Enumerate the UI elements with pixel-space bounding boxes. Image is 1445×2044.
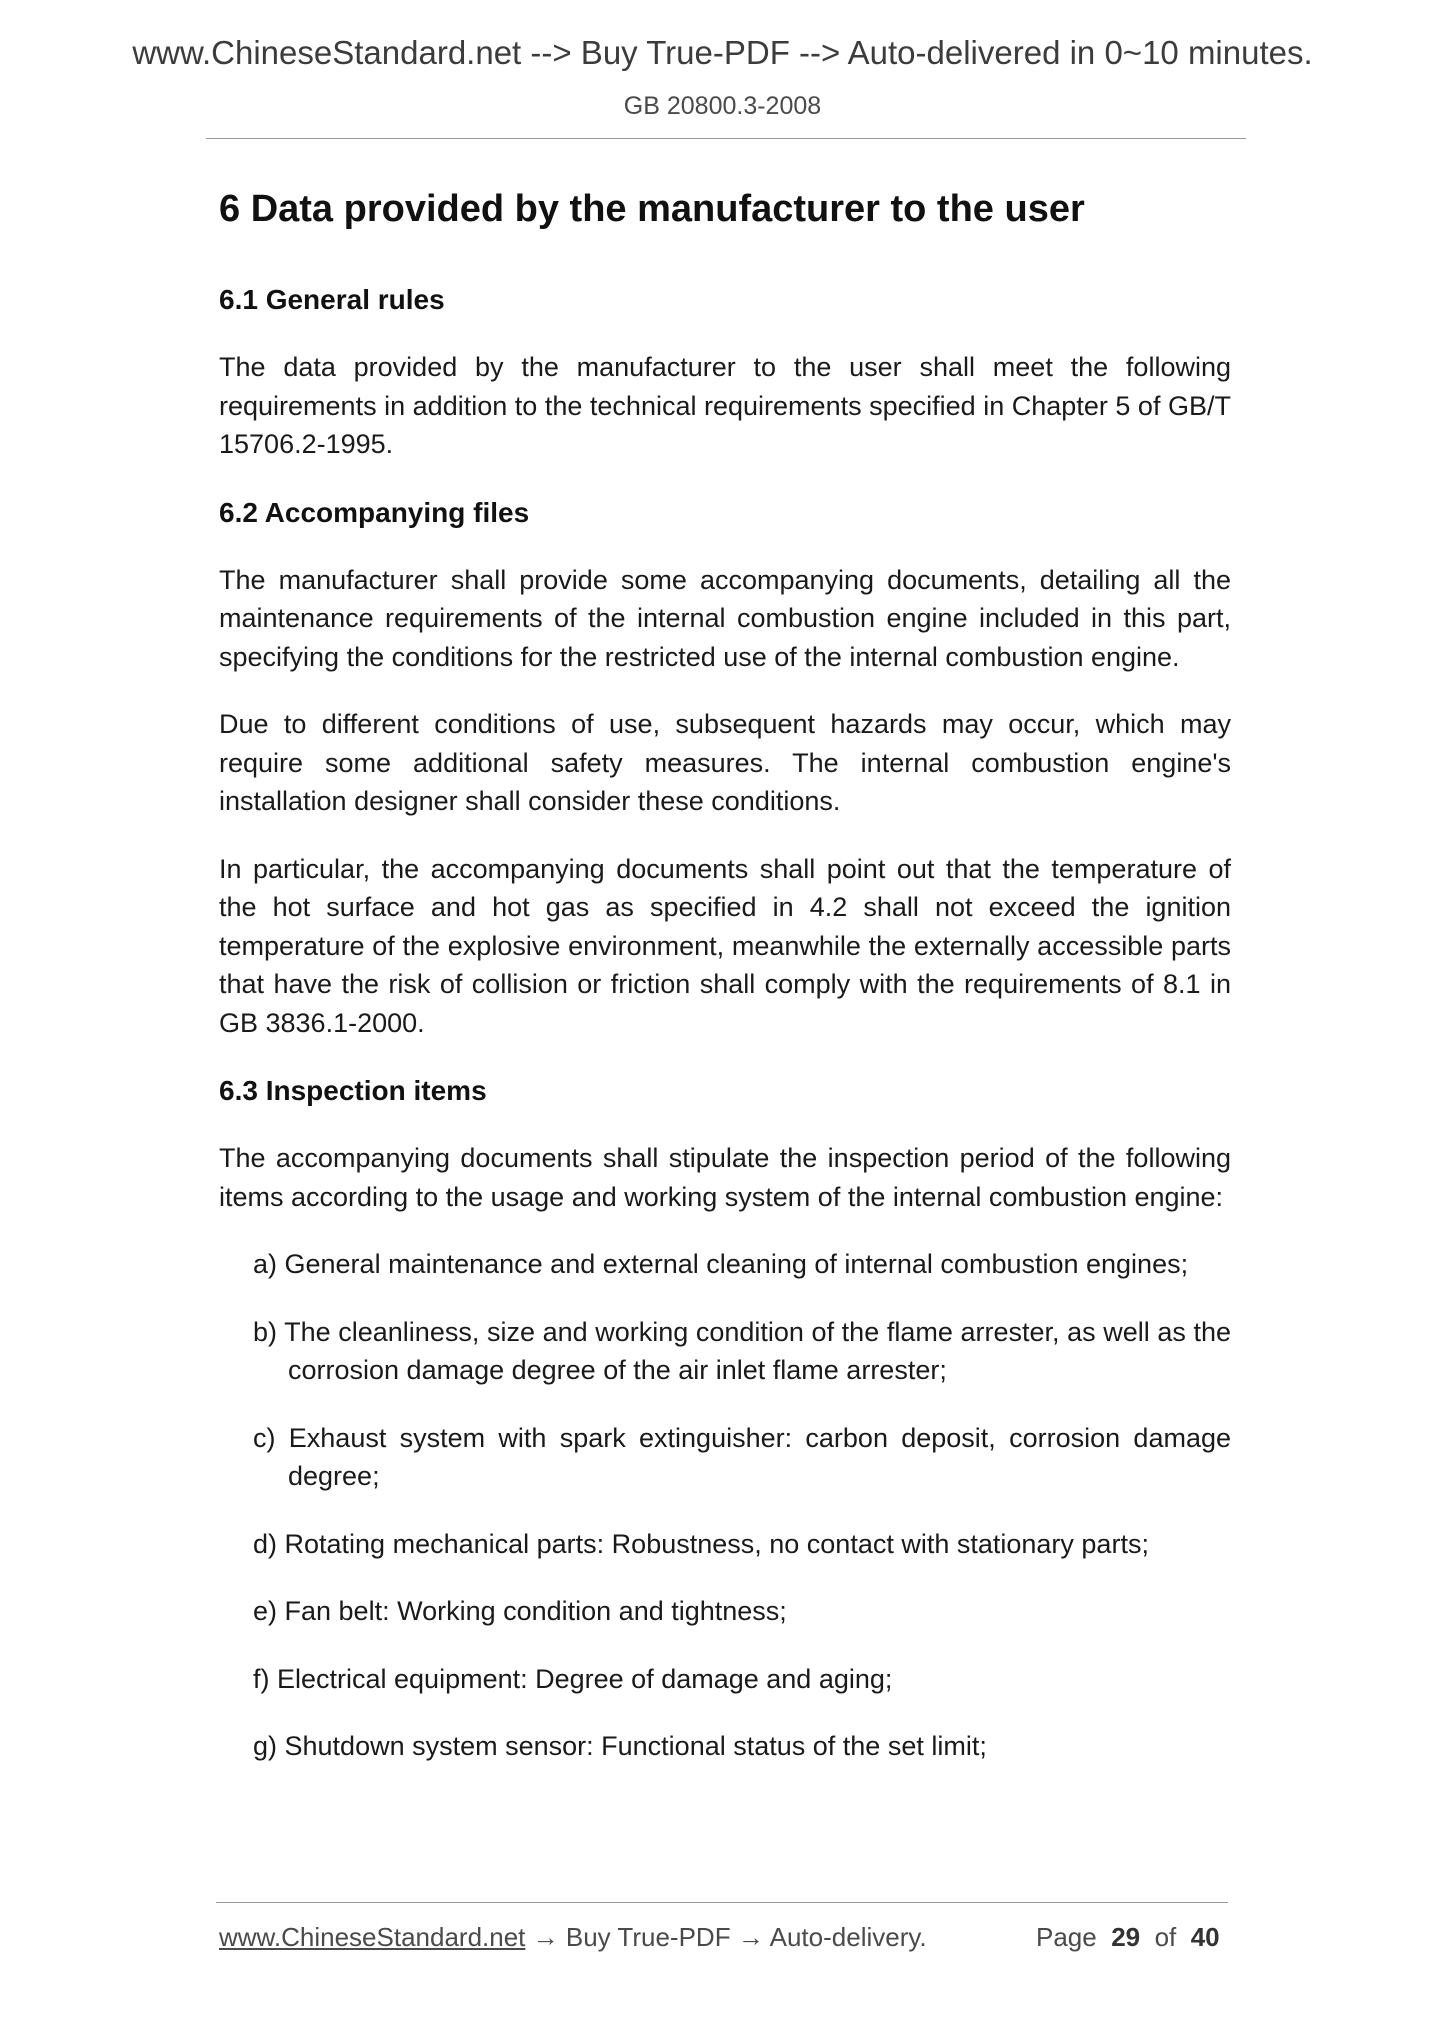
- delivery-text: Auto-delivery.: [769, 1922, 927, 1952]
- page-number: [1036, 1922, 1220, 1953]
- paragraph: The manufacturer shall provide some accompanying documents, detailing all the maintenance requirements of the internal combustion engine included in this part, specifying the conditions for the restricted use of the internal combustion engine.: [219, 564, 1231, 672]
- list-item: a) General maintenance and external cleaning of internal combustion engines;: [253, 1249, 1189, 1279]
- list-item: b) The cleanliness, size and working condition of the flame arrester, as well as the corrosion damage degree of the air inlet flame arrester;: [253, 1316, 1231, 1385]
- total-pages: 40: [1190, 1922, 1220, 1952]
- list-item: d) Rotating mechanical parts: Robustness, no contact with stationary parts;: [253, 1528, 1149, 1559]
- list-item: f) Electrical equipment: Degree of damage and aging;: [253, 1663, 893, 1694]
- page-label: Page: [1036, 1922, 1097, 1952]
- page-content: [219, 182, 1231, 1795]
- site-link[interactable]: www.ChineseStandard.net: [219, 1922, 526, 1952]
- header-divider: [206, 138, 1246, 139]
- section-heading-6-2: 6.2 Accompanying files: [219, 496, 530, 528]
- chapter-title: 6 Data provided by the manufacturer to the user: [219, 188, 1085, 230]
- section-heading-6-1: 6.1 General rules: [219, 284, 445, 315]
- paragraph: Due to different conditions of use, subsequent hazards may occur, which may require some additional safety measures. The internal combustion engine's installation designer shall consider these conditions.: [219, 709, 1231, 816]
- list-item: c) Exhaust system with spark extinguisher: carbon deposit, corrosion damage degree;: [253, 1422, 1231, 1491]
- section-heading-6-3: 6.3 Inspection items: [219, 1075, 487, 1106]
- paragraph: The data provided by the manufacturer to the user shall meet the following requirements in addition to the technical requirements specified in Chapter 5 of GB/T 15706.2-1995.: [219, 352, 1231, 459]
- list-item: g) Shutdown system sensor: Functional status of the set limit;: [253, 1731, 987, 1761]
- buy-text: Buy True-PDF: [565, 1922, 731, 1952]
- document-code: GB 20800.3-2008: [623, 92, 822, 120]
- current-page: 29: [1111, 1922, 1141, 1952]
- of-label: of: [1154, 1922, 1177, 1952]
- site-banner: www.ChineseStandard.net --> Buy True-PDF --> Auto-delivered in 0~10 minutes.: [132, 34, 1313, 71]
- paragraph: The accompanying documents shall stipulate the inspection period of the following items according to the usage and working system of the internal combustion engine:: [219, 1143, 1231, 1212]
- footer-promo: [219, 1922, 927, 1953]
- paragraph: In particular, the accompanying documents shall point out that the temperature of the hot surface and hot gas as specified in 4.2 shall not exceed the ignition temperature of the explosive environment, meanwhile the externally accessible parts that have the risk of collision or friction shall comply with the requirements of 8.1 in GB 3836.1-2000.: [219, 853, 1231, 1038]
- list-item: e) Fan belt: Working condition and tightness;: [253, 1596, 787, 1626]
- footer-divider: [216, 1902, 1228, 1903]
- inspection-items-list: [219, 1245, 1231, 1766]
- arrow-right-icon: →: [532, 1922, 559, 1952]
- arrow-right-icon: →: [737, 1922, 764, 1952]
